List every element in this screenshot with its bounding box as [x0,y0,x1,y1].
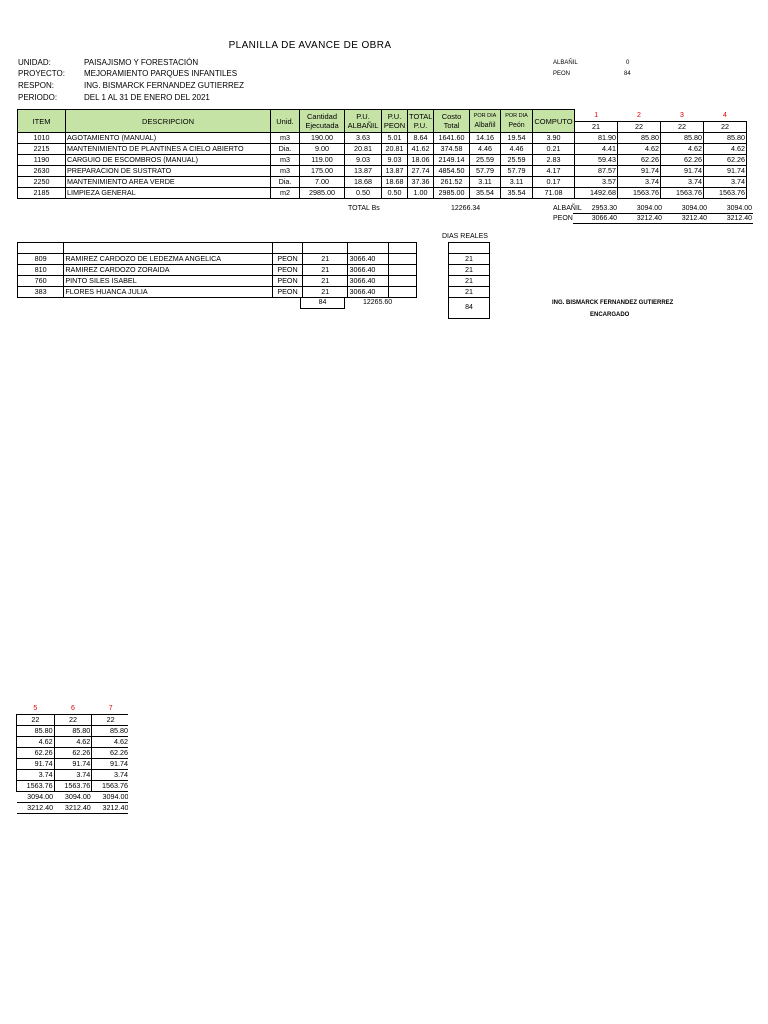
total-pu-cell: 37.36 [408,177,434,188]
col-pu-albanil: P.U. ALBAÑIL [345,110,382,133]
table-row [17,759,129,770]
day-value-cell: 85.80 [17,726,55,737]
pu-albanil-cell: 9.03 [345,155,382,166]
cantidad-cell: 190.00 [300,133,345,144]
total-pu-cell: 18.06 [408,155,434,166]
worker-name: PINTO SILES ISABEL [64,276,273,287]
unid-cell: m3 [271,133,300,144]
costo-cell: 4854.50 [434,166,470,177]
day-number: 4 [704,110,747,122]
costo-cell: 1641.60 [434,133,470,144]
header-info [18,57,318,105]
day-sum-cell: 3094.00 [708,204,753,214]
day-value-cell: 4.62 [92,737,128,748]
albanil-count-label: ALBAÑIL [553,60,578,66]
day-sum-cell: 3094.00 [92,792,128,803]
day-value-cell: 1563.76 [17,781,55,792]
worker-empty-cell [388,276,416,287]
pu-peon-cell: 0.50 [382,188,408,199]
sum-row [573,214,753,224]
table-row [18,177,747,188]
table-row [17,726,129,737]
day-value-cell: 4.41 [575,144,618,155]
table-row [18,188,747,199]
day-value-cell: 62.26 [54,748,92,759]
day-value-cell: 4.62 [618,144,661,155]
worker-amount: 3066.40 [348,276,388,287]
cantidad-cell: 7.00 [300,177,345,188]
day-sum-cell: 3212.40 [618,214,663,224]
workers-total-days: 84 [318,299,327,306]
workers-header-cell [64,243,273,254]
col-por-dia-peon: POR DIA Peón [501,110,533,133]
respon-value: ING. BISMARCK FERNANDEZ GUTIERREZ [84,81,245,90]
unidad-value: PAISAJISMO Y FORESTACIÓN [84,58,199,67]
table-row [18,144,747,155]
table-row [18,166,747,177]
worker-role: PEON [272,254,302,265]
workers-header-cell [388,243,416,254]
worker-days: 21 [303,276,348,287]
computo-cell: 71.08 [533,188,575,199]
day-value-cell: 62.26 [618,155,661,166]
worker-empty-cell [388,265,416,276]
worker-amount: 3066.40 [348,287,388,298]
day-number: 6 [71,705,75,712]
workers-header-cell [348,243,388,254]
total-pu-cell: 41.62 [408,144,434,155]
day-sum-cell: 3212.40 [663,214,708,224]
item-cell: 2630 [18,166,66,177]
col-descripcion: DESCRIPCION [66,110,271,133]
cantidad-cell: 2985.00 [300,188,345,199]
dia-albanil-cell: 3.11 [470,177,501,188]
worker-amount: 3066.40 [348,265,388,276]
continuation-section [16,704,128,824]
albanil-count: 0 [626,60,630,66]
day-value-cell: 87.57 [575,166,618,177]
day-value-cell: 1563.76 [661,188,704,199]
worker-id: 810 [18,265,64,276]
day-value-cell: 62.26 [17,748,55,759]
worker-empty-cell [388,254,416,265]
pu-peon-cell: 9.03 [382,155,408,166]
day-sums [573,204,752,224]
day-value-cell: 3.74 [661,177,704,188]
cantidad-cell: 175.00 [300,166,345,177]
total-bs-value: 12266.34 [451,205,481,212]
sum-row [17,792,129,803]
pu-peon-cell: 20.81 [382,144,408,155]
dias-value: 21 [449,265,490,276]
dia-albanil-cell: 4.46 [470,144,501,155]
day-number: 1 [575,110,618,122]
dia-peon-cell: 25.59 [501,155,533,166]
description-cell: PREPARACION DE SUSTRATO [66,166,271,177]
dias-value: 21 [449,276,490,287]
item-cell: 2185 [18,188,66,199]
computo-cell: 4.17 [533,166,575,177]
worker-id: 760 [18,276,64,287]
pu-albanil-cell: 20.81 [345,144,382,155]
table-row [17,781,129,792]
table-row [17,770,129,781]
day-value-cell: 3.74 [92,770,128,781]
day-value-cell: 3.74 [17,770,55,781]
col-computo: COMPUTO [533,110,575,133]
day-number: 2 [618,110,661,122]
workers-total-amount: 12265.60 [363,299,393,306]
workers-header-cell [272,243,302,254]
costo-cell: 374.58 [434,144,470,155]
day-value-cell: 91.74 [661,166,704,177]
day-value-cell: 85.80 [704,133,747,144]
day-value-cell: 91.74 [704,166,747,177]
peon-count: 84 [624,71,631,77]
dia-peon-cell: 19.54 [501,133,533,144]
table-row [18,155,747,166]
day-count: 21 [575,122,618,133]
dia-peon-cell: 3.11 [501,177,533,188]
computo-cell: 0.21 [533,144,575,155]
worker-empty-cell [388,287,416,298]
pu-peon-cell: 18.68 [382,177,408,188]
description-cell: LIMPIEZA GENERAL [66,188,271,199]
day-sum-cell: 3212.40 [17,803,55,814]
workers-table [17,242,417,298]
pu-albanil-cell: 3.63 [345,133,382,144]
total-pu-cell: 8.64 [408,133,434,144]
dia-albanil-cell: 14.16 [470,133,501,144]
worker-amount: 3066.40 [348,254,388,265]
page-title: PLANILLA DE AVANCE DE OBRA [228,40,392,51]
worker-role: PEON [272,265,302,276]
col-costo: Costo Total [434,110,470,133]
workers-header-cell [303,243,348,254]
sum-row [573,204,753,214]
peon-sum-label: PEON [553,215,573,222]
dias-row [449,265,490,276]
signature-name: ING. BISMARCK FERNANDEZ GUTIERREZ [552,300,674,306]
day-sums-table [573,204,753,224]
sum-row [17,803,129,814]
worker-role: PEON [272,276,302,287]
day-value-cell: 3.57 [575,177,618,188]
day-count: 22 [704,122,747,133]
dia-peon-cell: 57.79 [501,166,533,177]
item-cell: 2250 [18,177,66,188]
day-value-cell: 4.62 [17,737,55,748]
day-value-cell: 62.26 [661,155,704,166]
progress-table [17,109,747,199]
description-cell: CARGUIO DE ESCOMBROS (MANUAL) [66,155,271,166]
costo-cell: 2149.14 [434,155,470,166]
dias-value: 21 [449,254,490,265]
day-count: 22 [54,715,92,726]
computo-cell: 3.90 [533,133,575,144]
dias-row [449,276,490,287]
dia-peon-cell: 4.46 [501,144,533,155]
cantidad-cell: 119.00 [300,155,345,166]
day-value-cell: 1563.76 [54,781,92,792]
costo-cell: 2985.00 [434,188,470,199]
worker-row [18,265,417,276]
periodo-label: PERIODO: [18,93,58,102]
col-por-dia-albanil: POR DIA Albañil [470,110,501,133]
col-total-pu: TOTAL P.U. [408,110,434,133]
pu-albanil-cell: 18.68 [345,177,382,188]
albanil-sum-label: ALBAÑIL [553,205,582,212]
day-count: 22 [661,122,704,133]
day-value-cell: 1563.76 [704,188,747,199]
day-sum-cell: 3094.00 [54,792,92,803]
description-cell: MANTENIMIENTO AREA VERDE [66,177,271,188]
day-value-cell: 1492.68 [575,188,618,199]
worker-name: RAMIREZ CARDOZO ZORAIDA [64,265,273,276]
proyecto-value: MEJORAMIENTO PARQUES INFANTILES [84,69,238,78]
peon-count-label: PEON [553,71,571,77]
day-sum-cell: 2953.30 [573,204,618,214]
day-value-cell: 85.80 [618,133,661,144]
computo-cell: 2.83 [533,155,575,166]
total-bs-label: TOTAL Bs [348,205,380,212]
day-value-cell: 85.80 [92,726,128,737]
pu-albanil-cell: 13.87 [345,166,382,177]
workers-header-cell [18,243,64,254]
unid-cell: m3 [271,166,300,177]
col-unid: Unid. [271,110,300,133]
dias-reales-total: 84 [449,298,490,319]
proyecto-label: PROYECTO: [18,69,65,78]
pu-peon-cell: 5.01 [382,133,408,144]
worker-row [18,276,417,287]
item-cell: 1010 [18,133,66,144]
worker-days: 21 [303,287,348,298]
col-item: ITEM [18,110,66,133]
costo-cell: 261.52 [434,177,470,188]
day-value-cell: 91.74 [17,759,55,770]
computo-cell: 0.17 [533,177,575,188]
description-cell: AGOTAMIENTO (MANUAL) [66,133,271,144]
item-cell: 1190 [18,155,66,166]
total-pu-cell: 27.74 [408,166,434,177]
col-cantidad: Cantidad Ejecutada [300,110,345,133]
day-sum-cell: 3212.40 [54,803,92,814]
day-number: 3 [661,110,704,122]
dia-albanil-cell: 35.54 [470,188,501,199]
continuation-table [16,704,128,814]
dia-albanil-cell: 57.79 [470,166,501,177]
worker-row [18,254,417,265]
description-cell: MANTENIMIENTO DE PLANTINES A CIELO ABIERTO [66,144,271,155]
respon-label: RESPON: [18,81,55,90]
worker-role: PEON [272,287,302,298]
day-number: 5 [33,705,38,712]
day-sum-cell: 3212.40 [708,214,753,224]
day-value-cell: 85.80 [54,726,92,737]
day-value-cell: 3.74 [704,177,747,188]
dias-reales-table [448,242,490,319]
item-cell: 2215 [18,144,66,155]
cantidad-cell: 9.00 [300,144,345,155]
col-pu-peon: P.U. PEON [382,110,408,133]
day-value-cell: 62.26 [704,155,747,166]
day-value-cell: 91.74 [54,759,92,770]
table-row [18,133,747,144]
day-value-cell: 85.80 [661,133,704,144]
day-count: 22 [92,715,128,726]
day-sum-cell: 3066.40 [573,214,618,224]
unid-cell: m2 [271,188,300,199]
unid-cell: Dia. [271,144,300,155]
day-value-cell: 91.74 [618,166,661,177]
dias-header-cell [449,243,490,254]
day-value-cell: 4.62 [661,144,704,155]
worker-days: 21 [303,254,348,265]
pu-peon-cell: 13.87 [382,166,408,177]
table-row [17,737,129,748]
pu-albanil-cell: 0.50 [345,188,382,199]
dias-reales-label: DIAS REALES [442,233,488,240]
day-value-cell: 3.74 [618,177,661,188]
worker-name: FLORES HUANCA JULIA [64,287,273,298]
worker-days: 21 [303,265,348,276]
day-count: 22 [17,715,55,726]
day-sum-cell: 3212.40 [92,803,128,814]
unid-cell: m3 [271,155,300,166]
day-number: 7 [108,705,113,712]
total-pu-cell: 1.00 [408,188,434,199]
unidad-label: UNIDAD: [18,58,51,67]
dia-peon-cell: 35.54 [501,188,533,199]
worker-id: 383 [18,287,64,298]
signature-role: ENCARGADO [590,312,630,318]
day-sum-cell: 3094.00 [618,204,663,214]
day-value-cell: 1563.76 [92,781,128,792]
worker-row [18,287,417,298]
unid-cell: Dia. [271,177,300,188]
dias-row [449,254,490,265]
day-value-cell: 59.43 [575,155,618,166]
periodo-value: DEL 1 AL 31 DE ENERO DEL 2021 [84,93,210,102]
day-value-cell: 1563.76 [618,188,661,199]
day-value-cell: 62.26 [92,748,128,759]
day-value-cell: 3.74 [54,770,92,781]
day-sum-cell: 3094.00 [17,792,55,803]
worker-name: RAMIREZ CARDOZO DE LEDEZMA ANGELICA [64,254,273,265]
day-count: 22 [618,122,661,133]
worker-id: 809 [18,254,64,265]
day-sum-cell: 3094.00 [663,204,708,214]
day-value-cell: 81.90 [575,133,618,144]
table-row [17,748,129,759]
dias-row [449,287,490,298]
day-value-cell: 4.62 [704,144,747,155]
dia-albanil-cell: 25.59 [470,155,501,166]
day-value-cell: 4.62 [54,737,92,748]
day-value-cell: 91.74 [92,759,128,770]
dias-value: 21 [449,287,490,298]
